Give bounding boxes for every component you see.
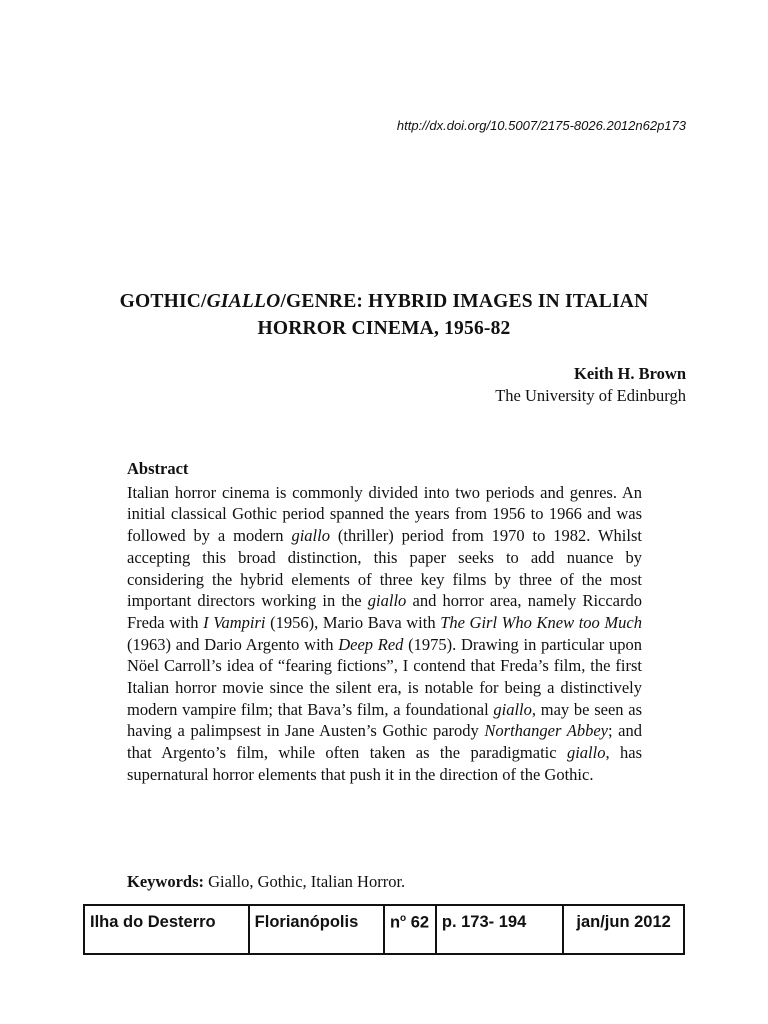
abstract-body [127,482,642,786]
journal-info-table [83,904,685,955]
title-part-2: GIALLO [206,291,281,312]
author-block [495,363,686,407]
issue-prefix: n [389,913,401,932]
abstract-section [127,458,642,786]
abstract-italic-term: giallo [566,743,606,763]
abstract-heading: Abstract [127,459,189,478]
article-title [60,288,708,342]
title-part-3: /GENRE: HYBRID IMAGES IN ITALIAN [280,291,649,312]
keywords-value: Giallo, Gothic, Italian Horror. [204,872,406,891]
doi-link[interactable]: http://dx.doi.org/10.5007/2175-8026.2012n62p173 [396,118,686,133]
abstract-text: (1956), Mario Bava with [265,612,441,632]
abstract-italic-term: giallo [367,591,407,611]
journal-info-row [84,905,684,954]
abstract-text: Italian horror cinema is commonly divided into two periods and genres. An initial classical Gothic period spanned the years from 1956 to 1966 and was followed by a modern [127,482,642,546]
abstract-italic-term: giallo [493,699,532,719]
title-part-1: GOTHIC/ [119,291,207,312]
abstract-text: (1975). Drawing in particular upon Nöel Carroll’s idea of “fearing fictions”, I contend that Freda’s film, the first Italian horror movie since the silent era, is notable for being a distinctively modern vampire film; that Bava’s film, a foundational [127,634,642,719]
journal-pages: p. 173- 194 [436,905,563,954]
abstract-italic-term: Northanger Abbey [484,721,608,741]
title-line-2: HORROR CINEMA, 1956-82 [257,318,511,339]
issue-sup: o [400,913,407,924]
abstract-italic-term: The Girl Who Knew too Much [440,612,642,632]
journal-city: Florianópolis [249,905,384,954]
abstract-text: and horror area, namely Riccardo Freda with [127,591,642,632]
abstract-italic-term: I Vampiri [203,612,266,632]
abstract-italic-term: giallo [291,526,330,546]
abstract-text: ; and that Argento’s film, while often taken as the paradigmatic [127,721,642,763]
author-affiliation: The University of Edinburgh [495,386,686,405]
abstract-text: , may be seen as having a palimpsest in Jane Austen’s Gothic parody [127,699,642,741]
abstract-text: , has supernatural horror elements that push it in the direction of the Gothic. [127,743,642,784]
keywords-label: Keywords: [127,872,204,891]
journal-issue [384,905,436,954]
author-name: Keith H. Brown [574,364,686,383]
issue-number: 62 [406,913,430,932]
abstract-text: (1963) and Dario Argento with [127,634,339,654]
abstract-italic-term: Deep Red [338,634,404,654]
keywords [127,872,405,892]
abstract-text: (thriller) period from 1970 to 1982. Whilst accepting this broad distinction, this paper seeks to add nuance by considering the hybrid elements of three key films by three of the most important directors working in the [127,526,642,611]
journal-date: jan/jun 2012 [563,905,684,954]
journal-name: Ilha do Desterro [84,905,249,954]
